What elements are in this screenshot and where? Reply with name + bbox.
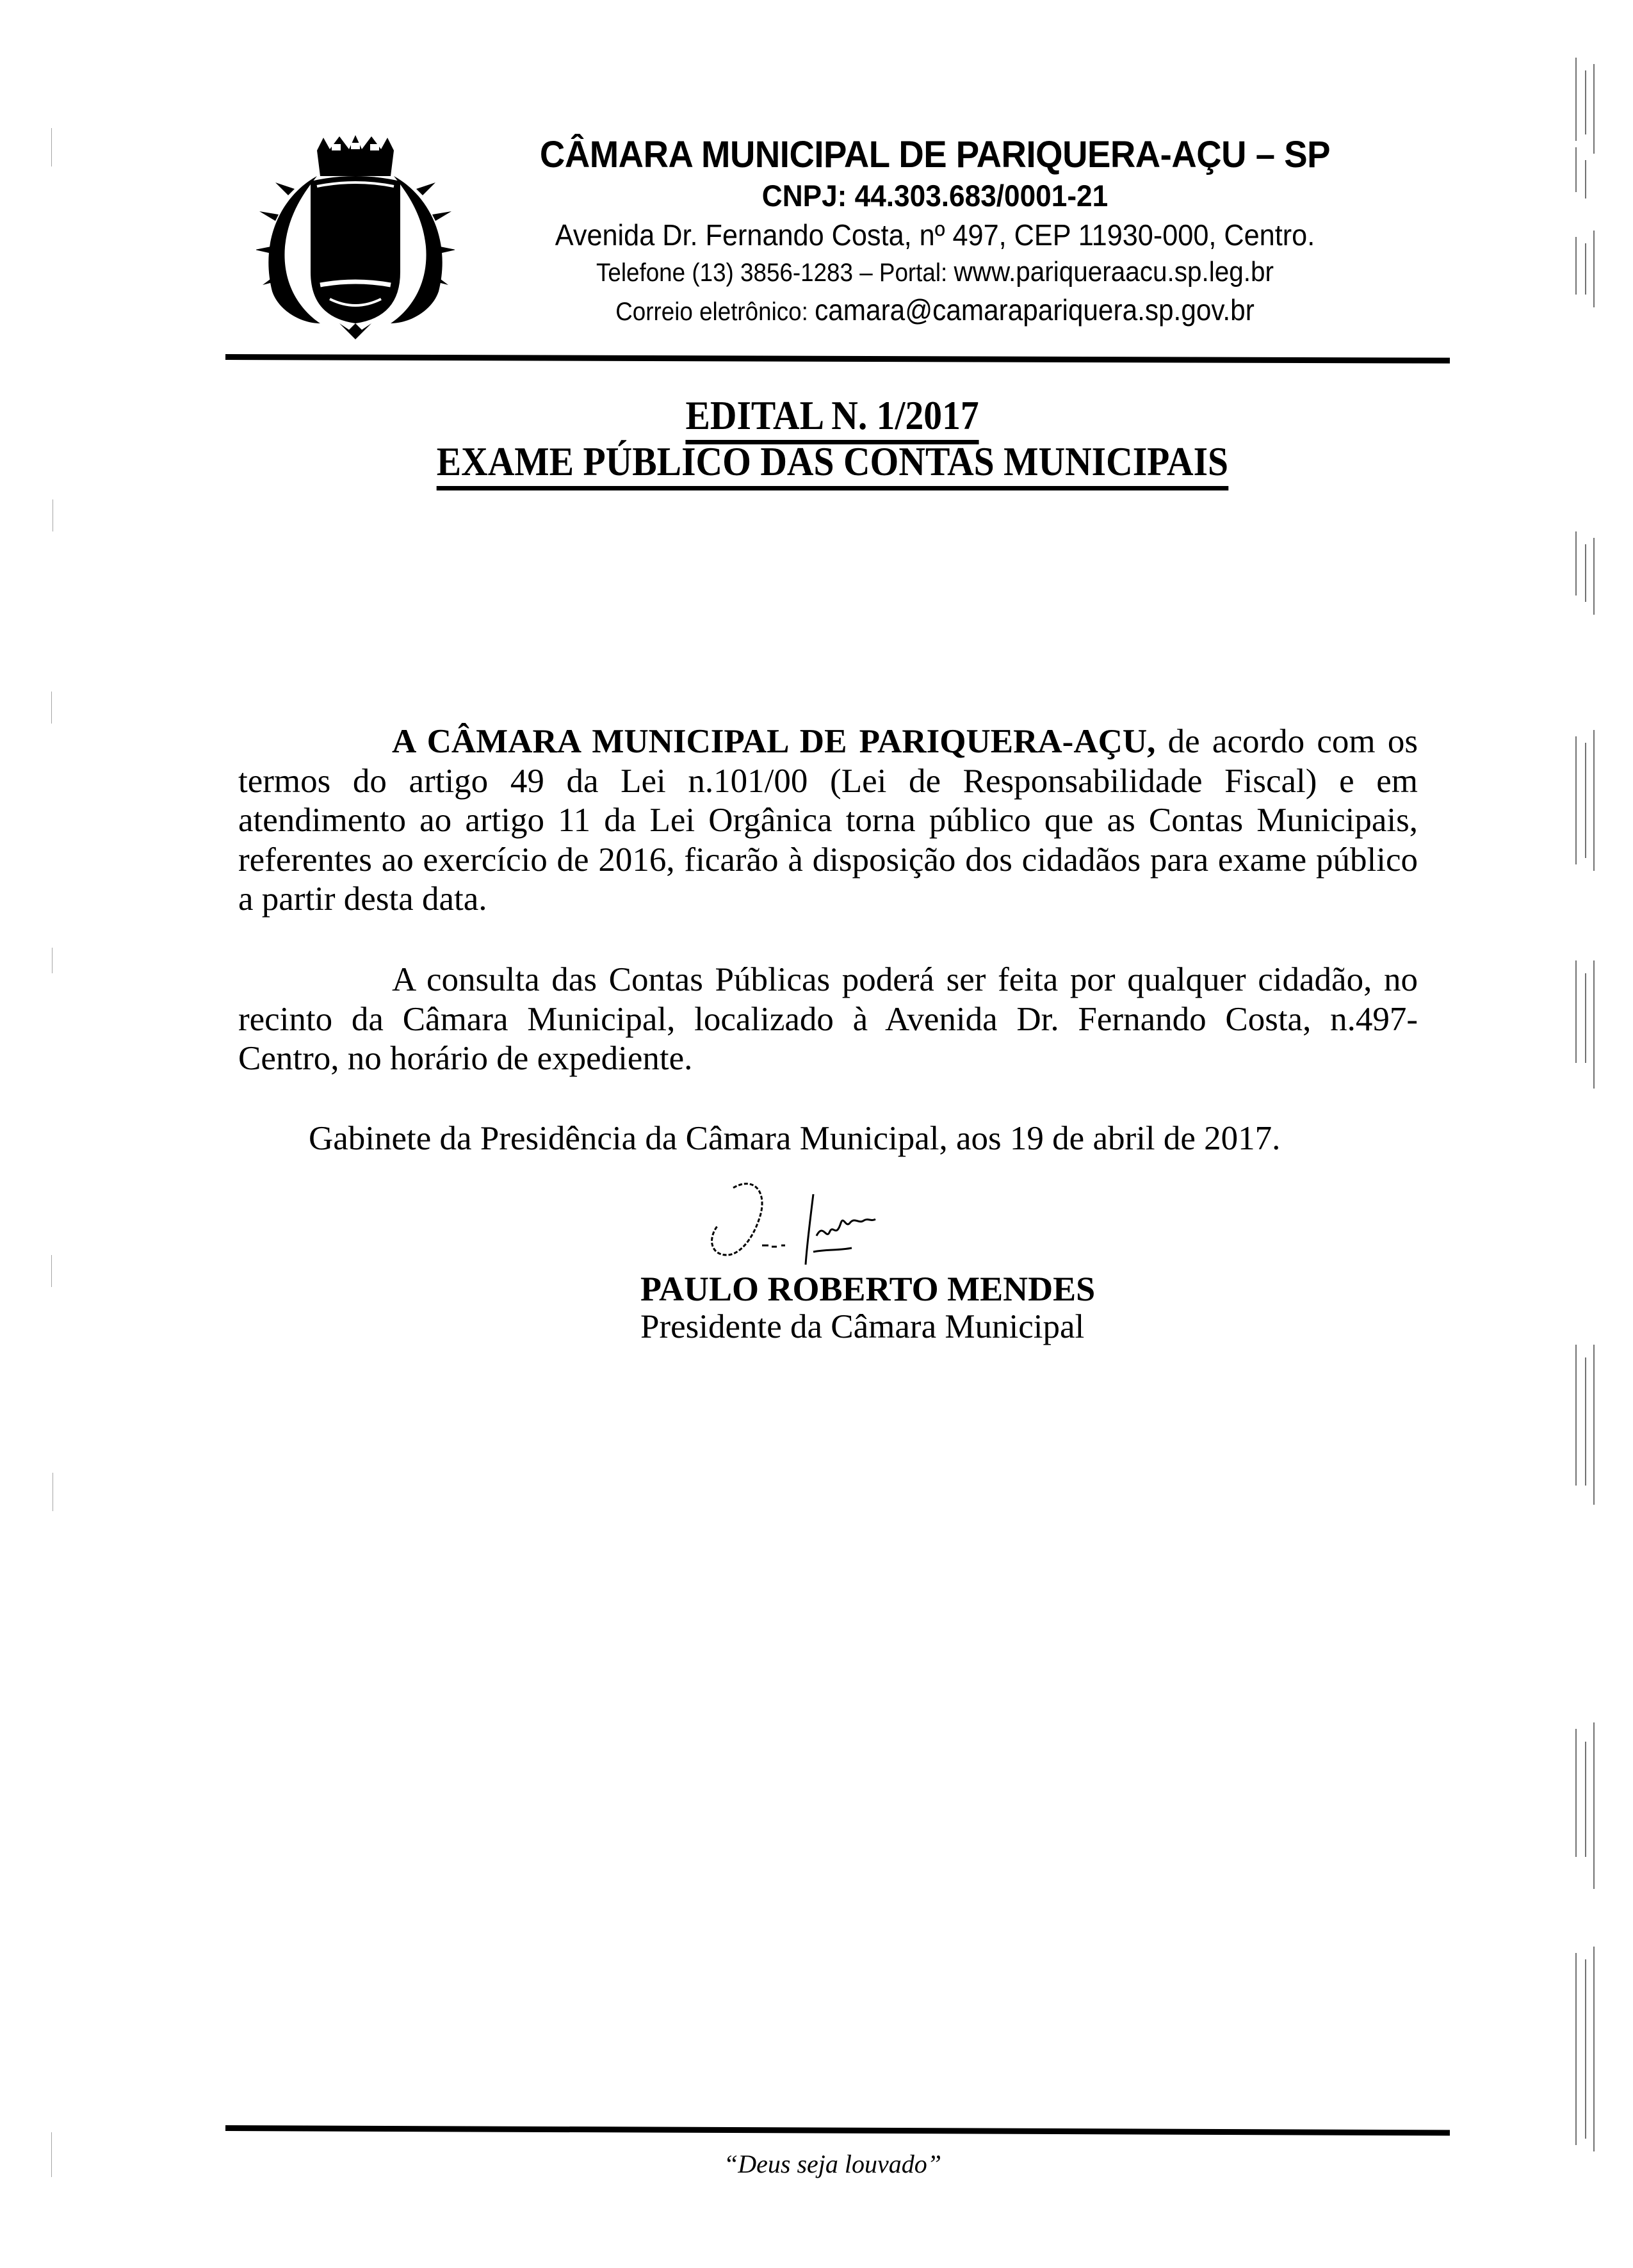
paragraph-2-text: A consulta das Contas Públicas poderá ser feita por qualquer cidadão, no recinto da Câmara Municipal, localizado à Avenida Dr. Fernando Costa, n.497- Centro, no horário de expediente. <box>238 961 1418 1077</box>
paragraph-2 <box>238 960 1418 1079</box>
signatory-name: PAULO ROBERTO MENDES <box>640 1270 1096 1308</box>
address: Avenida Dr. Fernando Costa, nº 497, CEP 11930-000, Centro. <box>555 218 1315 252</box>
document-subtitle <box>224 438 1441 490</box>
email-label: Correio eletrônico: <box>615 298 815 326</box>
portal-link[interactable]: www.pariqueraacu.sp.leg.br <box>954 256 1274 288</box>
document-title <box>224 392 1441 444</box>
document-title-text: EDITAL N. 1/2017 <box>686 395 979 444</box>
scan-noise-left <box>38 0 64 2268</box>
contact-email <box>499 293 1371 327</box>
coat-of-arms-icon <box>256 131 455 343</box>
paragraph-1-lead: A CÂMARA MUNICIPAL DE PARIQUERA-AÇU, <box>392 723 1156 760</box>
email-link[interactable]: camara@camarapariquera.sp.gov.br <box>815 293 1255 327</box>
institution-name: CÂMARA MUNICIPAL DE PARIQUERA-AÇU – SP <box>539 134 1331 175</box>
footer-divider <box>225 2125 1450 2135</box>
cnpj: CNPJ: 44.303.683/0001-21 <box>761 179 1109 213</box>
footer-motto: “Deus seja louvado” <box>724 2150 941 2178</box>
paragraph-1-text: de acordo com os termos do artigo 49 da Lei n.101/00 (Lei de Responsabilidade Fiscal) e em atendimento ao artigo 11 da Lei Orgânica torna público que as Contas Municipais, referentes ao exercício de 2016, ficarão à disposição dos cidadãos para exame público a partir desta data. <box>238 723 1418 918</box>
paragraph-1 <box>238 722 1418 919</box>
contact-phone-portal <box>499 256 1371 288</box>
scan-noise-right <box>1556 0 1633 2268</box>
dateline: Gabinete da Presidência da Câmara Municipal, aos 19 de abril de 2017. <box>309 1120 1281 1157</box>
phone-label: Telefone (13) 3856-1283 – Portal: <box>596 259 954 287</box>
signatory-role: Presidente da Câmara Municipal <box>640 1308 1085 1345</box>
signature-scribble-icon <box>692 1175 986 1268</box>
document-subtitle-text: EXAME PÚBLICO DAS CONTAS MUNICIPAIS <box>437 441 1228 490</box>
header-divider <box>225 354 1450 364</box>
